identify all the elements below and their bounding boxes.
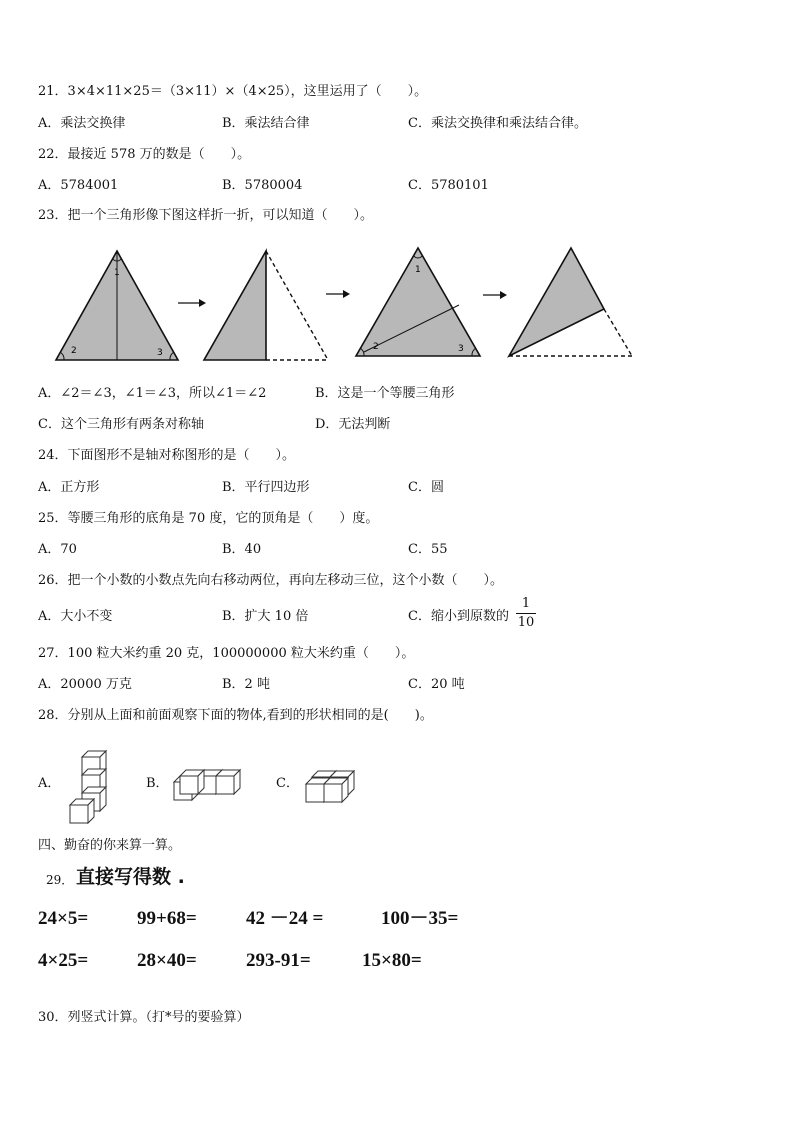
- q23-angle-3-label: 3: [157, 348, 163, 358]
- q23-triangle-2: [204, 251, 328, 360]
- q29-expr-r1c4: 100－35=: [381, 908, 459, 929]
- q28-cube-figures: [0, 745, 794, 825]
- section-4-heading: 四、勤奋的你来算一算。: [38, 838, 182, 853]
- arrow-icon: [178, 299, 206, 307]
- q23-triangle-4: [509, 248, 632, 356]
- q26-option-c: C．缩小到原数的: [408, 609, 509, 624]
- q25-option-c: C．55: [408, 542, 448, 557]
- q21-option-c: C．乘法交换律和乘法结合律。: [408, 116, 587, 131]
- q25-option-a: A．70: [38, 542, 77, 557]
- q30-stem: 30．列竖式计算。（打*号的要验算）: [38, 1010, 250, 1025]
- q27-option-a: A．20000 万克: [38, 677, 132, 692]
- q21-option-b: B．乘法结合律: [222, 116, 310, 131]
- q21-stem: 21．3×4×11×25＝（3×11）×（4×25），这里运用了（ ）。: [38, 84, 428, 99]
- q29-expr-r2c1: 4×25=: [38, 950, 89, 971]
- q28-stem: 28．分别从上面和前面观察下面的物体,看到的形状相同的是( )。: [38, 708, 433, 723]
- q26-option-b: B．扩大 10 倍: [222, 609, 309, 624]
- q23-triangle-3: [356, 248, 480, 356]
- q28-figure-a: [70, 751, 106, 823]
- q26-option-a: A．大小不变: [38, 609, 113, 624]
- q29-expr-r1c1: 24×5=: [38, 908, 89, 929]
- fraction-numerator: 1: [521, 596, 531, 611]
- q28-option-a: A．: [38, 776, 61, 791]
- q26-fraction: [516, 596, 536, 631]
- q29-expr-r2c4: 15×80=: [362, 950, 422, 971]
- fraction-denominator: 10: [517, 615, 535, 630]
- q23-angle-2-label: 2: [373, 342, 379, 352]
- q27-option-b: B．2 吨: [222, 677, 270, 692]
- q22-option-c: C．5780101: [408, 178, 489, 193]
- q25-stem: 25．等腰三角形的底角是 70 度，它的顶角是（ ）度。: [38, 511, 379, 526]
- q23-folding-figure: [0, 238, 794, 370]
- q23-stem: 23．把一个三角形像下图这样折一折，可以知道（ ）。: [38, 208, 374, 223]
- q29-expr-r2c3: 293-91=: [246, 950, 311, 971]
- q22-stem: 22．最接近 578 万的数是（ ）。: [38, 147, 251, 162]
- q29-expr-r2c2: 28×40=: [137, 950, 197, 971]
- q23-option-d: D．无法判断: [315, 417, 391, 432]
- q24-option-a: A．正方形: [38, 480, 100, 495]
- q28-figure-b: [174, 770, 240, 800]
- q23-triangle-1: [56, 251, 178, 360]
- q22-option-b: B．5780004: [222, 178, 303, 193]
- q23-angle-1-label: 1: [415, 265, 421, 275]
- q28-option-c: C．: [276, 776, 299, 791]
- q23-angle-3-label: 3: [458, 344, 464, 354]
- q28-figure-c: [306, 771, 354, 802]
- arrow-icon: [483, 291, 507, 299]
- q24-option-c: C．圆: [408, 480, 444, 495]
- q29-title: 直接写得数 .: [76, 866, 185, 888]
- q25-option-b: B．40: [222, 542, 262, 557]
- q29-expr-r1c2: 99+68=: [137, 908, 197, 929]
- q23-angle-1-label: 1: [114, 268, 120, 278]
- q23-option-b: B．这是一个等腰三角形: [315, 386, 455, 401]
- q22-option-a: A．5784001: [38, 178, 119, 193]
- q23-option-c: C．这个三角形有两条对称轴: [38, 417, 204, 432]
- q24-option-b: B．平行四边形: [222, 480, 310, 495]
- q29-number: 29．: [46, 873, 74, 887]
- q27-stem: 27．100 粒大米约重 20 克，100000000 粒大米约重（ ）。: [38, 646, 415, 661]
- q28-option-b: B．: [146, 776, 169, 791]
- q29-expr-r1c3: 42 －24 =: [246, 908, 324, 929]
- q21-option-a: A．乘法交换律: [38, 116, 126, 131]
- arrow-icon: [326, 290, 350, 298]
- q24-stem: 24．下面图形不是轴对称图形的是（ ）。: [38, 448, 296, 463]
- q23-angle-2-label: 2: [71, 346, 77, 356]
- q23-option-a: A．∠2＝∠3，∠1＝∠3，所以∠1＝∠2: [38, 386, 267, 401]
- q27-option-c: C．20 吨: [408, 677, 465, 692]
- fraction-bar: [516, 613, 536, 614]
- q26-stem: 26．把一个小数的小数点先向右移动两位，再向左移动三位，这个小数（ ）。: [38, 573, 504, 588]
